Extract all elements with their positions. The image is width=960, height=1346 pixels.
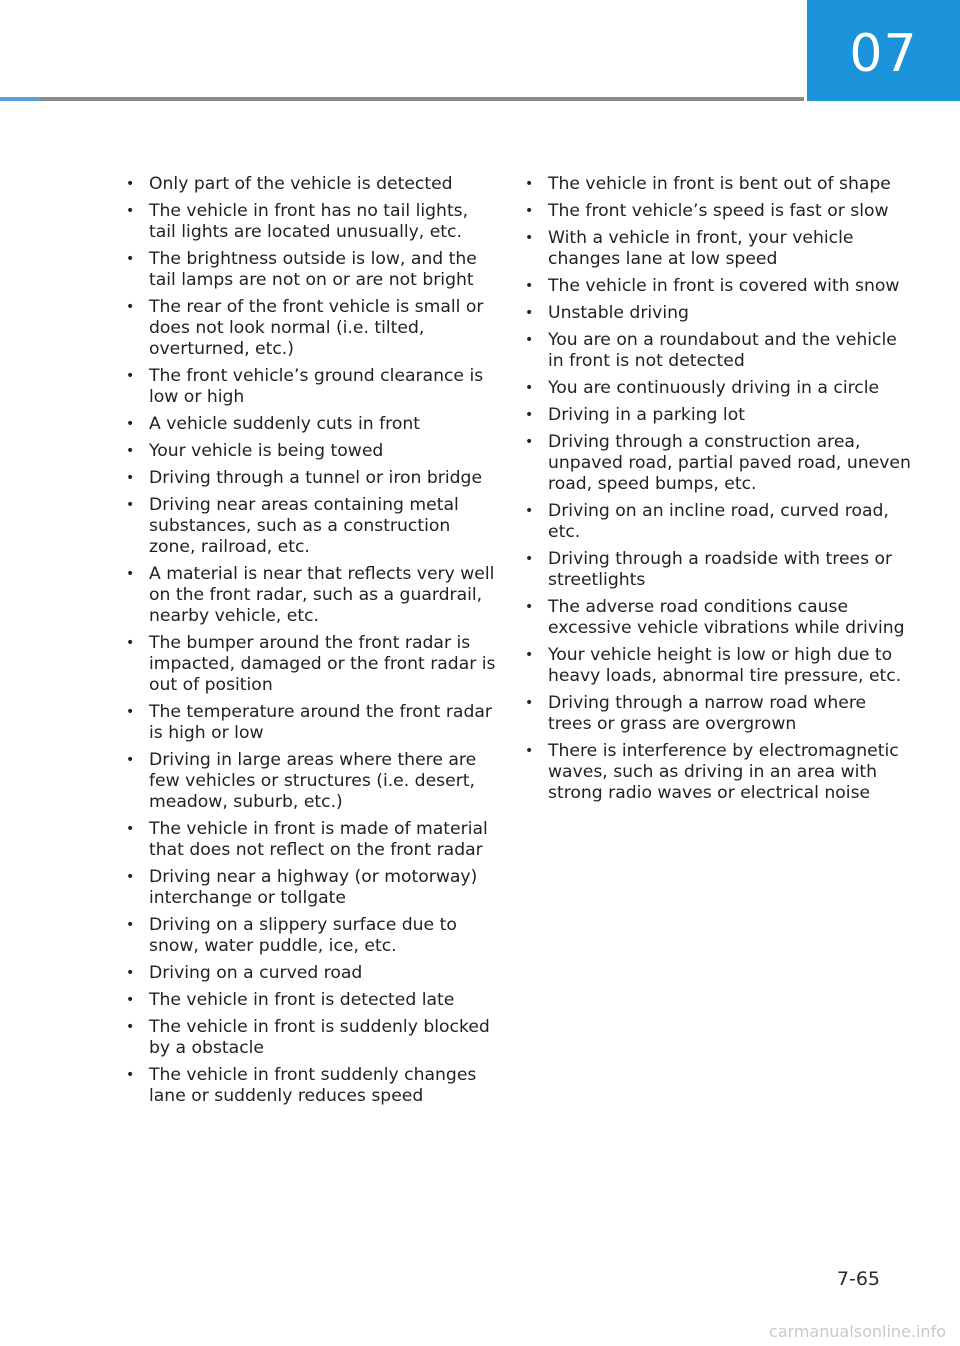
list-item-text: The brightness outside is low, and the tail lamps are not on or are not bright — [149, 249, 477, 290]
bullet-dot-icon: • — [126, 1067, 135, 1083]
list-item-text: Only part of the vehicle is detected — [149, 174, 453, 194]
list-item-text: A material is near that reflects very well on the front radar, such as a guardrail, nearby vehicle, etc. — [149, 564, 495, 626]
list-item — [525, 597, 915, 639]
list-item — [525, 378, 915, 399]
list-item — [126, 750, 496, 813]
bullet-dot-icon: • — [126, 1019, 135, 1035]
bullet-dot-icon: • — [525, 503, 534, 519]
bullet-dot-icon: • — [126, 752, 135, 768]
list-item — [126, 867, 496, 909]
header-rule — [0, 97, 804, 101]
list-item — [525, 330, 915, 372]
chapter-tab — [807, 0, 960, 101]
right-bullet-list — [525, 174, 915, 810]
list-item — [525, 201, 915, 222]
list-item — [126, 297, 496, 360]
list-item — [126, 174, 496, 195]
list-item — [525, 276, 915, 297]
list-item-text: Unstable driving — [548, 303, 689, 323]
list-item-text: You are on a roundabout and the vehicle in front is not detected — [548, 330, 897, 371]
list-item — [126, 495, 496, 558]
list-item — [525, 741, 915, 804]
bullet-dot-icon: • — [126, 416, 135, 432]
list-item — [525, 405, 915, 426]
list-item-text: There is interference by electromagnetic waves, such as driving in an area with strong radio waves or electrical noise — [548, 741, 899, 803]
list-item-text: The bumper around the front radar is impacted, damaged or the front radar is out of position — [149, 633, 496, 695]
list-item-text: The vehicle in front is detected late — [149, 990, 455, 1010]
list-item — [126, 963, 496, 984]
list-item-text: Driving through a roadside with trees or streetlights — [548, 549, 893, 590]
list-item — [126, 633, 496, 696]
watermark: carmanualsonline.info — [768, 1322, 946, 1341]
list-item — [126, 990, 496, 1011]
list-item-text: The adverse road conditions cause excessive vehicle vibrations while driving — [548, 597, 905, 638]
list-item — [126, 564, 496, 627]
list-item-text: The front vehicle’s speed is fast or slow — [548, 201, 889, 221]
list-item-text: Driving in a parking lot — [548, 405, 745, 425]
page-number: 7-65 — [836, 1268, 880, 1290]
bullet-dot-icon: • — [525, 407, 534, 423]
list-item-text: Driving through a construction area, unpaved road, partial paved road, uneven road, speed bumps, etc. — [548, 432, 911, 494]
list-item-text: Driving in large areas where there are few vehicles or structures (i.e. desert, meadow, suburb, etc.) — [149, 750, 477, 812]
list-item — [525, 549, 915, 591]
bullet-dot-icon: • — [525, 599, 534, 615]
list-item-text: Driving near areas containing metal substances, such as a construction zone, railroad, etc. — [149, 495, 459, 557]
list-item-text: Driving on a slippery surface due to snow, water puddle, ice, etc. — [149, 915, 457, 956]
list-item-text: Driving on an incline road, curved road, etc. — [548, 501, 889, 542]
list-item-text: A vehicle suddenly cuts in front — [149, 414, 420, 434]
list-item-text: Your vehicle is being towed — [149, 441, 384, 461]
bullet-dot-icon: • — [126, 176, 135, 192]
bullet-dot-icon: • — [126, 251, 135, 267]
list-item-text: Driving on a curved road — [149, 963, 363, 983]
bullet-dot-icon: • — [126, 368, 135, 384]
bullet-dot-icon: • — [525, 230, 534, 246]
list-item — [525, 501, 915, 543]
bullet-dot-icon: • — [126, 869, 135, 885]
bullet-dot-icon: • — [525, 380, 534, 396]
list-item-text: The front vehicle’s ground clearance is low or high — [149, 366, 484, 407]
list-item — [126, 201, 496, 243]
list-item-text: The temperature around the front radar is high or low — [149, 702, 492, 743]
bullet-dot-icon: • — [525, 743, 534, 759]
bullet-dot-icon: • — [126, 965, 135, 981]
list-item — [525, 303, 915, 324]
bullet-dot-icon: • — [126, 821, 135, 837]
bullet-dot-icon: • — [525, 278, 534, 294]
list-item-text: Driving through a tunnel or iron bridge — [149, 468, 483, 488]
bullet-dot-icon: • — [126, 704, 135, 720]
list-item — [126, 915, 496, 957]
bullet-dot-icon: • — [126, 443, 135, 459]
bullet-dot-icon: • — [525, 551, 534, 567]
list-item — [126, 414, 496, 435]
list-item-text: Driving near a highway (or motorway) interchange or tollgate — [149, 867, 478, 908]
bullet-dot-icon: • — [126, 917, 135, 933]
bullet-dot-icon: • — [126, 566, 135, 582]
list-item-text: The vehicle in front is covered with snow — [548, 276, 900, 296]
list-item — [126, 1065, 496, 1107]
list-item — [126, 366, 496, 408]
list-item-text: Driving through a narrow road where trees or grass are overgrown — [548, 693, 867, 734]
list-item — [126, 468, 496, 489]
list-item-text: The vehicle in front is suddenly blocked by a obstacle — [149, 1017, 490, 1058]
list-item — [126, 819, 496, 861]
list-item — [525, 645, 915, 687]
list-item-text: With a vehicle in front, your vehicle changes lane at low speed — [548, 228, 854, 269]
bullet-dot-icon: • — [525, 332, 534, 348]
list-item-text: The vehicle in front suddenly changes lane or suddenly reduces speed — [149, 1065, 477, 1106]
bullet-dot-icon: • — [126, 635, 135, 651]
bullet-dot-icon: • — [126, 299, 135, 315]
list-item-text: Your vehicle height is low or high due to heavy loads, abnormal tire pressure, etc. — [548, 645, 902, 686]
bullet-dot-icon: • — [525, 305, 534, 321]
list-item-text: The vehicle in front has no tail lights, tail lights are located unusually, etc. — [149, 201, 469, 242]
list-item — [525, 693, 915, 735]
left-bullet-list — [126, 174, 496, 1113]
list-item-text: The vehicle in front is bent out of shape — [548, 174, 891, 194]
bullet-dot-icon: • — [525, 434, 534, 450]
bullet-dot-icon: • — [525, 695, 534, 711]
bullet-dot-icon: • — [525, 203, 534, 219]
list-item — [525, 432, 915, 495]
list-item-text: The vehicle in front is made of material that does not reflect on the front radar — [149, 819, 488, 860]
header-rule-accent — [0, 97, 40, 101]
chapter-number: 07 — [849, 23, 918, 84]
bullet-dot-icon: • — [525, 647, 534, 663]
bullet-dot-icon: • — [126, 497, 135, 513]
bullet-dot-icon: • — [126, 470, 135, 486]
list-item-text: The rear of the front vehicle is small or does not look normal (i.e. tilted, overturned, etc.) — [149, 297, 484, 359]
list-item — [126, 249, 496, 291]
list-item — [525, 228, 915, 270]
list-item-text: You are continuously driving in a circle — [548, 378, 880, 398]
bullet-dot-icon: • — [525, 176, 534, 192]
list-item — [126, 441, 496, 462]
bullet-dot-icon: • — [126, 203, 135, 219]
list-item — [126, 1017, 496, 1059]
list-item — [126, 702, 496, 744]
list-item — [525, 174, 915, 195]
bullet-dot-icon: • — [126, 992, 135, 1008]
